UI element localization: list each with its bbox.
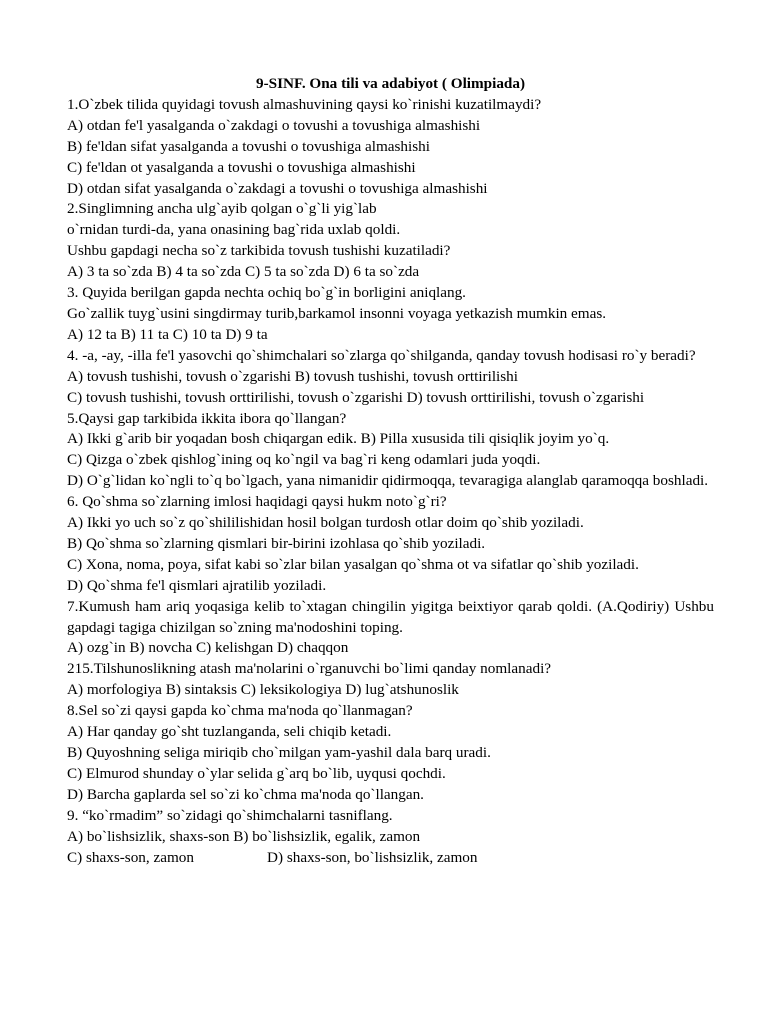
q2-options: A) 3 ta so`zda B) 4 ta so`zda C) 5 ta so`zda D) 6 ta so`zda xyxy=(67,263,420,281)
question-4: 4. -a, -ay, -illa fe'l yasovchi qo`shimchalari so`zlarga qo`shilganda, qanday tovush hodisasi ro`y beradi? xyxy=(67,346,696,364)
q5-option-d: D) O`g`lidan ko`ngli to`q bo`lgach, yana nimanidir qidirmoqqa, tevaragiga alanglab qaramoqqa boshladi. xyxy=(67,472,709,490)
q8-option-a: A) Har qanday go`sht tuzlanganda, seli chiqib ketadi. xyxy=(67,723,392,741)
q215-options: A) morfologiya B) sintaksis C) leksikologiya D) lug`atshunoslik xyxy=(67,681,459,699)
question-9: 9. “ko`rmadim” so`zidagi qo`shimchalarni tasniflang. xyxy=(67,806,393,824)
q6-option-b: B) Qo`shma so`zlarning qismlari bir-birini izohlasa qo`shib yoziladi. xyxy=(67,534,486,552)
q7-options: A) ozg`in B) novcha C) kelishgan D) chaqqon xyxy=(67,639,349,657)
q9-option-c: C) shaxs-son, zamon xyxy=(67,848,194,866)
q4-options-ab: A) tovush tushishi, tovush o`zgarishi B) tovush tushishi, tovush orttirilishi xyxy=(67,367,518,385)
q9-option-d: D) shaxs-son, bo`lishsizlik, zamon xyxy=(267,848,478,866)
q6-option-a: A) Ikki yo uch so`z qo`shililishidan hosil bolgan turdosh otlar doim qo`shib yoziladi. xyxy=(67,514,584,532)
q6-option-c: C) Xona, noma, poya, sifat kabi so`zlar bilan yasalgan qo`shma ot va sifatlar qo`shib yoziladi. xyxy=(67,555,639,573)
q8-option-c: C) Elmurod shunday o`ylar selida g`arq bo`lib, uyqusi qochdi. xyxy=(67,764,446,782)
document-page xyxy=(67,74,714,868)
q6-option-d: D) Qo`shma fe'l qismlari ajratilib yoziladi. xyxy=(67,576,327,594)
q5-option-c: C) Qizga o`zbek qishlog`ining oq ko`ngil va bag`ri keng odamlari juda yoqdi. xyxy=(67,451,541,469)
q8-option-b: B) Quyoshning seliga miriqib cho`milgan yam-yashil dala barq uradi. xyxy=(67,744,491,761)
question-3: 3. Quyida berilgan gapda nechta ochiq bo`g`in borligini aniqlang. xyxy=(67,284,466,302)
q9-options-cd xyxy=(67,848,714,869)
question-2-line-1: 2.Singlimning ancha ulg`ayib qolgan o`g`li yig`lab xyxy=(67,200,377,218)
question-7: 7.Kumush ham ariq yoqasiga kelib to`xtagan chingilin yigitga beixtiyor qarab qoldi. (A.Qodiriy) Ushbu gapdagi tagiga chizilgan so`zning ma'nodoshini toping. xyxy=(67,597,714,636)
question-2-line-2: o`rnidan turdi-da, yana onasining bag`rida uxlab qoldi. xyxy=(67,221,401,239)
question-1: 1.O`zbek tilida quyidagi tovush almashuvining qaysi ko`rinishi kuzatilmaydi? xyxy=(67,95,542,113)
q1-option-d: D) otdan sifat yasalganda o`zakdagi a tovushi o tovushiga almashishi xyxy=(67,179,488,197)
question-5: 5.Qaysi gap tarkibida ikkita ibora qo`llangan? xyxy=(67,409,347,427)
question-6: 6. Qo`shma so`zlarning imlosi haqidagi qaysi hukm noto`g`ri? xyxy=(67,493,447,511)
question-215: 215.Tilshunoslikning atash ma'nolarini o`rganuvchi bo`limi qanday nomlanadi? xyxy=(67,660,552,678)
document-title: 9-SINF. Ona tili va adabiyot ( Olimpiada) xyxy=(255,75,526,92)
q5-options-ab: A) Ikki g`arib bir yoqadan bosh chiqargan edik. B) Pilla xususida tili qisiqlik joyim yo`q. xyxy=(67,430,610,448)
question-3-sentence: Go`zallik tuyg`usini singdirmay turib,barkamol insonni voyaga yetkazish mumkin emas. xyxy=(67,304,607,322)
q9-options-ab: A) bo`lishsizlik, shaxs-son B) bo`lishsizlik, egalik, zamon xyxy=(67,827,421,845)
q1-option-a: A) otdan fe'l yasalganda o`zakdagi o tovushi a tovushiga almashishi xyxy=(67,116,481,134)
question-8: 8.Sel so`zi qaysi gapda ko`chma ma'noda qo`llanmagan? xyxy=(67,702,413,720)
q4-options-cd: C) tovush tushishi, tovush orttirilishi, tovush o`zgarishi D) tovush orttirilishi, tovush o`zgarishi xyxy=(67,388,645,406)
q1-option-b: B) fe'ldan sifat yasalganda a tovushi o tovushiga almashishi xyxy=(67,137,430,155)
q1-option-c: C) fe'ldan ot yasalganda a tovushi o tovushiga almashishi xyxy=(67,158,416,176)
q3-options: A) 12 ta B) 11 ta C) 10 ta D) 9 ta xyxy=(67,325,268,343)
q8-option-d: D) Barcha gaplarda sel so`zi ko`chma ma'noda qo`llangan. xyxy=(67,785,424,803)
question-2-line-3: Ushbu gapdagi necha so`z tarkibida tovush tushishi kuzatiladi? xyxy=(67,242,451,260)
